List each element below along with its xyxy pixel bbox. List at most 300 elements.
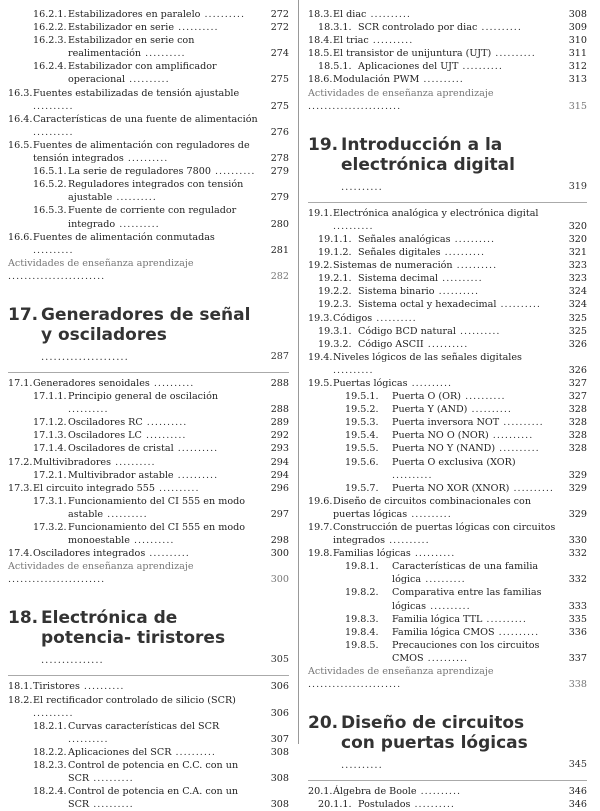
toc-entry-number: 17.3.2. (33, 522, 67, 533)
toc-entry-number: 17.3.1. (33, 495, 67, 507)
toc-entry-page: 333 (568, 600, 587, 612)
leader-dots: .......... (125, 74, 170, 86)
toc-entry-title: Estabilizador en serie (68, 22, 175, 34)
toc-entry[interactable] (308, 798, 587, 811)
toc-entry-number: 16.2.4. (33, 61, 67, 73)
toc-entry-number: 17.2.1. (33, 469, 67, 481)
leader-dots: .......... (154, 482, 200, 494)
toc-entry[interactable] (308, 626, 587, 639)
leader-dots: .......... (461, 391, 506, 403)
leader-dots: .......... (123, 153, 169, 165)
toc-entry[interactable] (8, 759, 289, 785)
toc-entry-title: Generadores senoidales (33, 377, 150, 389)
toc-entry-title: Modulación PWM (333, 74, 420, 86)
toc-entry[interactable] (308, 785, 587, 798)
toc-entry-number: 16.2.2. (33, 22, 67, 34)
toc-entry-title: Códigos (333, 312, 373, 324)
toc-entry[interactable] (8, 178, 289, 204)
leader-dots: .......... (467, 404, 512, 416)
toc-entry-title: Construcción de puertas lógicas con circuitos integrados (333, 522, 556, 547)
toc-entry-page: 275 (270, 74, 289, 86)
chapter-rule (8, 372, 289, 373)
toc-chapter-17-entries (8, 377, 289, 560)
toc-entry-page: 328 (568, 443, 587, 455)
toc-entry[interactable] (8, 694, 289, 720)
toc-entry-title: La serie de reguladores 7800 (68, 166, 211, 178)
toc-entry-number: 16.2.1. (33, 9, 67, 20)
toc-entry[interactable] (8, 429, 289, 442)
toc-entry[interactable] (308, 613, 587, 626)
toc-entry-title: Sistema decimal (358, 273, 439, 285)
toc-entry-title: Sistema binario (358, 286, 435, 298)
toc-entry-number: 18.3. (308, 9, 333, 20)
leader-dots: .......... (452, 260, 498, 272)
toc-entry-page: 324 (568, 286, 587, 298)
toc-section-18-continued (308, 8, 587, 87)
toc-entry-page: 274 (270, 48, 289, 60)
leader-dots: .......... (79, 681, 125, 693)
toc-entry-number: 18.5. (308, 48, 333, 60)
toc-entry[interactable] (308, 207, 587, 233)
toc-entry-page: 306 (270, 707, 289, 719)
toc-entry-page: 310 (568, 35, 587, 47)
toc-entry[interactable] (8, 21, 289, 34)
toc-entry-page: 306 (270, 681, 289, 693)
toc-entry-title: El triac (333, 35, 369, 47)
toc-activities[interactable]: Actividades de enseñanza aprendizaje ....................... 338 (308, 666, 587, 691)
leader-dots: .......... (423, 652, 469, 664)
toc-entry[interactable] (8, 231, 289, 257)
toc-entry[interactable] (8, 720, 289, 746)
toc-entry-title: Postulados (358, 799, 411, 811)
toc-entry-number: 19.5.2. (345, 404, 379, 416)
toc-entry[interactable] (8, 680, 289, 693)
toc-entry-title: Aplicaciones del SCR (68, 746, 172, 758)
leader-dots: .......... (407, 508, 452, 520)
toc-entry-number: 16.5.1. (33, 166, 67, 178)
toc-entry-page: 325 (568, 325, 587, 337)
toc-entry[interactable] (308, 416, 587, 429)
toc-entry-page: 308 (270, 799, 289, 811)
toc-entry-page: 300 (270, 548, 289, 560)
toc-entry-title: Control de potencia en C.A. con un SCR (68, 786, 239, 811)
leader-dots: .......... (145, 548, 190, 560)
leader-dots: .......... (426, 600, 471, 612)
toc-entry-title: Osciladores LC (68, 430, 142, 442)
column-divider (298, 0, 299, 744)
toc-entry[interactable] (8, 547, 289, 560)
toc-entry-page: 324 (568, 299, 587, 311)
toc-entry-page: 311 (568, 48, 587, 60)
toc-entry-title: El diac (333, 9, 367, 20)
leader-dots: .......... (112, 192, 157, 204)
toc-entry-number: 19.7. (308, 522, 333, 533)
toc-entry-number: 19.3. (308, 312, 333, 324)
toc-entry-title: Estabilizadores en paralelo (68, 9, 201, 20)
toc-entry-number: 19.6. (308, 495, 333, 507)
leader-dots: .......... (33, 126, 74, 138)
toc-entry-page: 332 (568, 574, 587, 586)
leader-dots: .......... (366, 9, 411, 20)
leader-dots: .......... (173, 469, 219, 481)
toc-entry-number: 19.2.1. (318, 273, 352, 285)
toc-entry[interactable] (8, 521, 289, 547)
toc-entry-title: Puerta O exclusiva (XOR) (392, 456, 516, 468)
toc-entry[interactable] (308, 272, 587, 285)
toc-entry-title: Principio general de oscilación (68, 391, 219, 403)
toc-entry-page: 309 (568, 22, 587, 34)
leader-dots: .......... (438, 273, 483, 285)
toc-entry-page: 308 (270, 773, 289, 785)
toc-entry-page: 320 (568, 233, 587, 245)
toc-entry-page: 321 (568, 247, 587, 259)
toc-entry-number: 20.1.1. (318, 799, 352, 811)
toc-entry-number: 19.2. (308, 260, 333, 272)
leader-dots: .......... (392, 469, 433, 481)
toc-entry-page: 327 (568, 377, 587, 389)
toc-entry-title: El transistor de unijuntura (UJT) (333, 48, 492, 60)
toc-entry-title: Niveles lógicos de las señales digitales (333, 351, 522, 363)
toc-entry-page: 325 (568, 312, 587, 324)
toc-entry-page: 326 (568, 338, 587, 350)
toc-entry-number: 19.8.1. (345, 561, 379, 573)
toc-entry-number: 16.3. (8, 87, 33, 99)
toc-entry-page: 312 (568, 61, 587, 73)
toc-entry-number: 19.5.6. (345, 456, 379, 468)
leader-dots: .......... (149, 377, 195, 389)
toc-entry[interactable] (308, 639, 587, 665)
leader-dots: .......... (372, 312, 417, 324)
toc-entry-title: Multivibrador astable (68, 469, 174, 481)
leader-dots: .......... (495, 443, 540, 455)
toc-entry-page: 275 (270, 100, 289, 112)
toc-entry-number: 16.5.2. (33, 179, 67, 191)
toc-entry-title: Osciladores integrados (33, 548, 146, 560)
toc-entry-page: 329 (568, 508, 587, 520)
toc-entry-page: 330 (568, 535, 587, 547)
toc-entry-title: Osciladores de cristal (68, 443, 174, 455)
toc-entry[interactable] (308, 560, 587, 586)
toc-entry-page: 329 (568, 469, 587, 481)
toc-entry-title: Familia lógica CMOS (392, 626, 495, 638)
toc-entry[interactable] (308, 60, 587, 73)
toc-entry-title: Puerta NO Y (NAND) (392, 443, 496, 455)
toc-entry-page: 298 (270, 535, 289, 547)
toc-section-16-continued (8, 8, 289, 257)
leader-dots: .......... (407, 377, 453, 389)
leader-dots: .......... (416, 786, 462, 798)
leader-dots: .......... (450, 233, 496, 245)
leader-dots: .......... (111, 456, 156, 468)
toc-entry[interactable] (308, 442, 587, 455)
toc-entry-title: Aplicaciones del UJT (358, 61, 459, 73)
toc-entry-number: 19.5.3. (345, 417, 379, 429)
toc-entry[interactable] (8, 495, 289, 521)
toc-entry[interactable] (308, 312, 587, 325)
toc-entry[interactable] (308, 325, 587, 338)
toc-entry-title: Curvas características del SCR (68, 720, 220, 732)
toc-entry[interactable] (8, 442, 289, 455)
toc-entry-page: 346 (568, 786, 587, 798)
leader-dots: .......... (455, 325, 501, 337)
chapter-20-heading[interactable]: 20. Diseño de circuitos con puertas lógicas .......... 345 (308, 713, 587, 772)
toc-entry[interactable] (308, 8, 587, 21)
toc-entry-page: 329 (568, 482, 587, 494)
leader-dots: .......... (200, 9, 245, 20)
toc-entry-page: 320 (568, 220, 587, 232)
toc-entry-page: 281 (270, 244, 289, 256)
toc-entry-number: 19.5. (308, 377, 333, 389)
leader-dots: .......... (171, 746, 216, 758)
toc-entry[interactable] (308, 377, 587, 390)
leader-dots: .......... (103, 508, 148, 520)
chapter-18-heading[interactable]: 18. Electrónica de potencia- tiristores ............... 305 (8, 608, 289, 667)
toc-entry-number: 19.1. (308, 207, 333, 219)
toc-entry[interactable] (8, 746, 289, 759)
toc-entry-page: 279 (270, 166, 289, 178)
toc-entry[interactable] (308, 390, 587, 403)
toc-entry-page: 323 (568, 273, 587, 285)
toc-entry[interactable] (8, 390, 289, 416)
toc-entry[interactable] (308, 495, 587, 521)
leader-dots: .......... (423, 338, 469, 350)
toc-entry[interactable] (308, 586, 587, 612)
toc-entry-title: Electrónica analógica y electrónica digital (333, 207, 539, 219)
leader-dots: .......... (494, 626, 540, 638)
toc-entry[interactable] (8, 113, 289, 139)
toc-entry-page: 327 (568, 391, 587, 403)
leader-dots: .......... (477, 22, 522, 34)
toc-entry[interactable] (308, 259, 587, 272)
toc-entry-number: 19.3.2. (318, 338, 352, 350)
toc-entry-title: Familias lógicas (333, 548, 411, 560)
toc-right-column (308, 8, 587, 811)
leader-dots: .......... (141, 430, 187, 442)
toc-entry[interactable] (8, 416, 289, 429)
toc-entry-title: Código BCD natural (358, 325, 456, 337)
toc-entry-page: 289 (270, 417, 289, 429)
leader-dots: .......... (410, 799, 455, 811)
toc-entry[interactable] (308, 73, 587, 86)
leader-dots: .......... (33, 244, 74, 256)
toc-activities[interactable]: Actividades de enseñanza aprendizaje ........................ 282 (8, 257, 289, 282)
toc-entry-page: 294 (270, 469, 289, 481)
toc-entry-number: 18.3.1. (318, 22, 352, 34)
toc-entry-title: Características de una fuente de alimentación (33, 113, 258, 125)
toc-entry-page: 335 (568, 613, 587, 625)
leader-dots: .......... (68, 733, 109, 745)
toc-entry[interactable] (8, 785, 289, 811)
toc-entry[interactable] (308, 298, 587, 311)
toc-entry-title: Fuente de corriente con regulador integrado (68, 205, 237, 230)
toc-entry[interactable] (308, 403, 587, 416)
toc-entry-page: 328 (568, 417, 587, 429)
toc-entry[interactable] (308, 285, 587, 298)
toc-entry[interactable] (8, 8, 289, 21)
toc-entry-number: 16.5. (8, 139, 33, 151)
toc-entry-title: Funcionamiento del CI 555 en modo monoestable (68, 522, 246, 547)
toc-activities[interactable]: Actividades de enseñanza aprendizaje ....................... 315 (308, 87, 587, 112)
toc-chapter-20-entries (308, 785, 587, 811)
leader-dots: .......... (89, 799, 134, 811)
toc-entry-page: 308 (270, 746, 289, 758)
toc-entry-title: Comparativa entre las familias lógicas (392, 587, 542, 612)
toc-entry-number: 18.2.3. (33, 760, 67, 772)
toc-entry-page: 313 (568, 74, 587, 86)
leader-dots: .......... (33, 707, 74, 719)
toc-entry-number: 18.2.2. (33, 746, 67, 758)
chapter-rule (308, 202, 587, 203)
toc-entry-title: Señales analógicas (358, 233, 451, 245)
toc-entry-page: 294 (270, 456, 289, 468)
toc-entry[interactable] (8, 469, 289, 482)
toc-entry-title: Control de potencia en C.C. con un SCR (68, 760, 239, 785)
toc-chapter-19-entries (308, 207, 587, 665)
toc-entry-number: 19.5.7. (345, 482, 379, 494)
toc-entry-title: Fuentes de alimentación conmutadas (33, 231, 215, 243)
toc-entry-number: 19.5.1. (345, 391, 379, 403)
toc-entry-title: Señales digitales (358, 247, 441, 259)
toc-entry-number: 17.1.3. (33, 430, 67, 442)
toc-entry[interactable] (308, 47, 587, 60)
toc-entry-title: Puerta inversora NOT (392, 417, 500, 429)
chapter-19-heading[interactable]: 19. Introducción a la electrónica digital .......... 319 (308, 134, 587, 193)
toc-entry-number: 18.2. (8, 694, 33, 706)
toc-entry[interactable] (8, 34, 289, 60)
toc-entry-page: 292 (270, 430, 289, 442)
toc-entry[interactable] (308, 482, 587, 495)
toc-entry-page: 308 (568, 9, 587, 20)
toc-entry-title: Precauciones con los circuitos CMOS (392, 639, 540, 664)
toc-entry-page: 293 (270, 443, 289, 455)
toc-entry-title: SCR controlado por diac (358, 22, 478, 34)
toc-entry-number: 19.1.1. (318, 233, 352, 245)
toc-entry-number: 17.1.4. (33, 443, 67, 455)
toc-entry-title: Diseño de circuitos combinacionales con puertas lógicas (333, 495, 532, 520)
toc-entry-title: Puerta NO XOR (XNOR) (392, 482, 510, 494)
toc-entry-page: 276 (270, 126, 289, 138)
toc-entry-title: Puerta NO O (NOR) (392, 430, 489, 442)
leader-dots: .......... (174, 22, 219, 34)
toc-entry[interactable] (8, 456, 289, 469)
toc-entry-page: 332 (568, 548, 587, 560)
toc-entry-number: 20.1. (308, 786, 333, 798)
leader-dots: .......... (509, 482, 554, 494)
toc-chapter-18-entries (8, 680, 289, 811)
toc-entry-page: 297 (270, 508, 289, 520)
toc-entry-title: Estabilizador en serie con realimentación (68, 35, 195, 60)
toc-entry-title: Fuentes de alimentación con reguladores de tensión integrados (33, 139, 250, 165)
toc-entry-title: Puerta O (OR) (392, 391, 462, 403)
toc-entry-page: 280 (270, 218, 289, 230)
toc-entry-title: Estabilizador con amplificador operacional (68, 61, 217, 86)
toc-entry[interactable] (8, 482, 289, 495)
toc-entry-title: Fuentes estabilizadas de tensión ajustable (33, 87, 240, 99)
leader-dots: .......... (458, 61, 503, 73)
toc-entry-number: 19.8.2. (345, 587, 379, 599)
toc-entry-number: 19.5.5. (345, 443, 379, 455)
toc-entry[interactable] (8, 60, 289, 86)
toc-entry[interactable] (308, 21, 587, 34)
toc-entry[interactable] (308, 547, 587, 560)
chapter-rule (308, 780, 587, 781)
leader-dots: .......... (385, 535, 430, 547)
toc-entry[interactable] (308, 34, 587, 47)
toc-entry[interactable] (8, 377, 289, 390)
toc-entry[interactable] (308, 429, 587, 442)
toc-entry-number: 19.3.1. (318, 325, 352, 337)
toc-entry-page: 337 (568, 652, 587, 664)
toc-entry-page: 323 (568, 260, 587, 272)
toc-entry[interactable] (308, 338, 587, 351)
toc-entry-number: 16.4. (8, 113, 33, 125)
toc-entry-number: 16.2.3. (33, 35, 67, 47)
toc-entry-number: 17.1.1. (33, 391, 67, 403)
leader-dots: .......... (68, 404, 109, 416)
toc-entry-number: 18.5.1. (318, 61, 352, 73)
toc-entry-number: 18.2.1. (33, 720, 67, 732)
toc-entry-title: Multivibradores (33, 456, 112, 468)
toc-activities[interactable]: Actividades de enseñanza aprendizaje ........................ 300 (8, 561, 289, 586)
toc-entry[interactable] (308, 246, 587, 259)
leader-dots: .......... (142, 417, 188, 429)
toc-entry-title: Puertas lógicas (333, 377, 408, 389)
leader-dots: .......... (440, 247, 486, 259)
toc-entry[interactable] (8, 139, 289, 165)
toc-entry-number: 17.4. (8, 548, 33, 560)
toc-entry-number: 18.1. (8, 681, 33, 693)
leader-dots: .......... (129, 535, 175, 547)
toc-entry[interactable] (8, 87, 289, 113)
toc-entry-title: Familia lógica TTL (392, 613, 483, 625)
toc-entry-page: 328 (568, 430, 587, 442)
leader-dots: .......... (419, 74, 464, 86)
toc-entry[interactable] (8, 165, 289, 178)
toc-entry[interactable] (308, 456, 587, 482)
toc-entry-title: Código ASCII (358, 338, 424, 350)
leader-dots: .......... (141, 48, 186, 60)
toc-entry-number: 17.2. (8, 456, 33, 468)
toc-entry-number: 17.3. (8, 482, 33, 494)
leader-dots: .......... (499, 417, 544, 429)
leader-dots: .......... (173, 443, 219, 455)
leader-dots: .......... (333, 364, 374, 376)
toc-entry[interactable] (308, 233, 587, 246)
toc-entry-page: 346 (568, 799, 587, 811)
leader-dots: .......... (421, 574, 466, 586)
toc-entry-page: 272 (270, 9, 289, 20)
toc-entry-number: 18.2.4. (33, 786, 67, 798)
toc-entry-number: 18.6. (308, 74, 333, 86)
chapter-17-heading[interactable]: 17. Generadores de señal y osciladores ..................... 287 (8, 304, 289, 363)
leader-dots: .......... (488, 430, 534, 442)
toc-entry-title: El circuito integrado 555 (33, 482, 155, 494)
toc-entry[interactable] (8, 204, 289, 230)
toc-entry[interactable] (308, 351, 587, 377)
toc-entry-number: 18.4. (308, 35, 333, 47)
toc-entry-page: 307 (270, 733, 289, 745)
toc-entry-number: 17.1. (8, 377, 33, 389)
toc-entry-title: El rectificador controlado de silicio (SCR) (33, 694, 236, 706)
toc-entry-page: 336 (568, 626, 587, 638)
toc-entry-number: 19.8. (308, 548, 333, 560)
toc-entry[interactable] (308, 521, 587, 547)
toc-entry-number: 19.8.5. (345, 639, 379, 651)
toc-entry-number: 19.4. (308, 351, 333, 363)
toc-entry-title: Osciladores RC (68, 417, 143, 429)
toc-entry-page: 296 (270, 482, 289, 494)
toc-entry-number: 19.2.3. (318, 299, 352, 311)
